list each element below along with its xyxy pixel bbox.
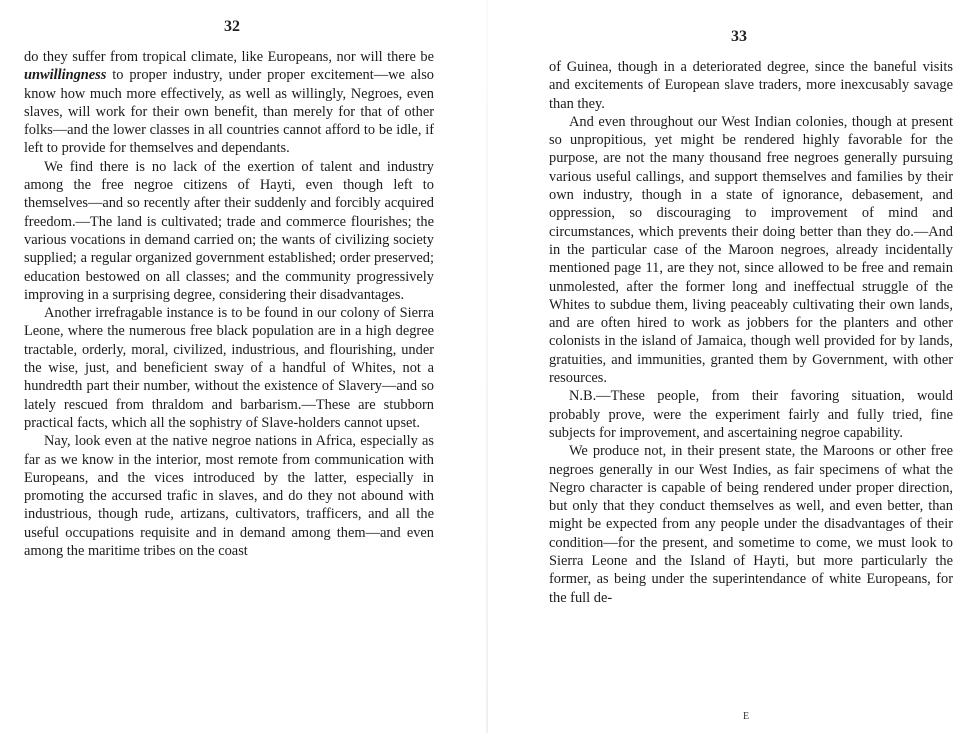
paragraph-text: to proper industry, under proper excitement—we also know how much more effectively, as well as willingly, Negroes, even slaves, will work for their own benefit, than merely for that of other folks—and the lower classes in all countries cannot afford to be idle, if left to provide for themselves and dependants.: [24, 67, 434, 157]
paragraph: [24, 48, 434, 158]
signature-mark: E: [743, 711, 750, 722]
left-page: [0, 0, 480, 733]
emphasis-word: unwillingness: [24, 67, 107, 84]
paragraph: We find there is no lack of the exertion of talent and industry among the free negroe citizens of Hayti, even though left to themselves—and so recently after their suddenly and forcibly acquired freedom.—The land is cultivated; trade and commerce flourishes; the various vocations in demand carried on; the wants of civilizing society supplied; a regular organized government established; order preserved; education bestowed on all classes; and the community progressively improving in a surprising degree, considering their disadvantages.: [24, 158, 434, 303]
paragraph-text: do they suffer from tropical climate, like Europeans, nor will there be: [24, 49, 434, 65]
paragraph: N.B.—These people, from their favoring situation, would probably prove, were the experiment fairly and fully tried, fine subjects for improvement, and ascertaining negroe capability.: [549, 388, 953, 441]
page-number: 33: [731, 28, 747, 45]
paragraph: Nay, look even at the native negroe nations in Africa, especially as far as we know in the interior, most remote from communication with Europeans, and the vices introduced by the latter, especially in promoting the accursed trafic in slaves, and do they not abound with industrious, though rude, artizans, cultivators, trafficers, and all the useful occupations requisite and in demand among them—and even among the maritime tribes on the coast: [24, 433, 434, 560]
paragraph: of Guinea, though in a deteriorated degree, since the baneful visits and excitements of European slave traders, more inexcusably savage than they.: [549, 59, 953, 112]
right-page: [490, 0, 980, 733]
page-body: [24, 48, 434, 560]
page-body: [549, 58, 953, 607]
paragraph: And even throughout our West Indian colonies, though at present so unpropitious, yet might be rendered highly favorable for the purpose, are not the many thousand free negroes generally pursuing various useful callings, and support themselves and families by their own industry, though in a state of ignorance, debasement, and oppression, so discouraging to improvement of mind and circumstances, which prevents their doing better than they do.—And in the particular case of the Maroon negroes, already incidentally mentioned page 11, are they not, since allowed to be free and remain unmolested, after the former long and ineffectual struggle of the Whites to subdue them, living peaceably cultivating their own lands, and are often hired to work as jobbers for the planters and other colonists in the island of Jamaica, though well provided for by lands, gratuities, and immunities, granted them by Government, with other resources.: [549, 113, 953, 387]
gutter: [486, 0, 488, 733]
paragraph: Another irrefragable instance is to be found in our colony of Sierra Leone, where the numerous free black population are in a high degree tractable, orderly, moral, civilized, industrious, and flourishing, under the wise, just, and beneficient sway of a handful of Whites, not a hundredth part their number, without the existence of Slavery—and so lately rescued from thraldom and barbarism.—These are stubborn practical facts, which all the sophistry of Slave-holders cannot upset.: [24, 305, 434, 431]
page-number: 32: [224, 18, 240, 35]
paragraph: We produce not, in their present state, the Maroons or other free negroes generally in our West Indies, as fair specimens of what the Negro character is capable of being rendered under proper direction, but only that they conduct themselves as well, and even better, than might be expected from any people under the disadvantages of their condition—for the present, and sometime to come, we must look to Sierra Leone and the Island of Hayti, but more particularly the former, as being under the superintendance of white Europeans, for the full de-: [549, 443, 953, 606]
